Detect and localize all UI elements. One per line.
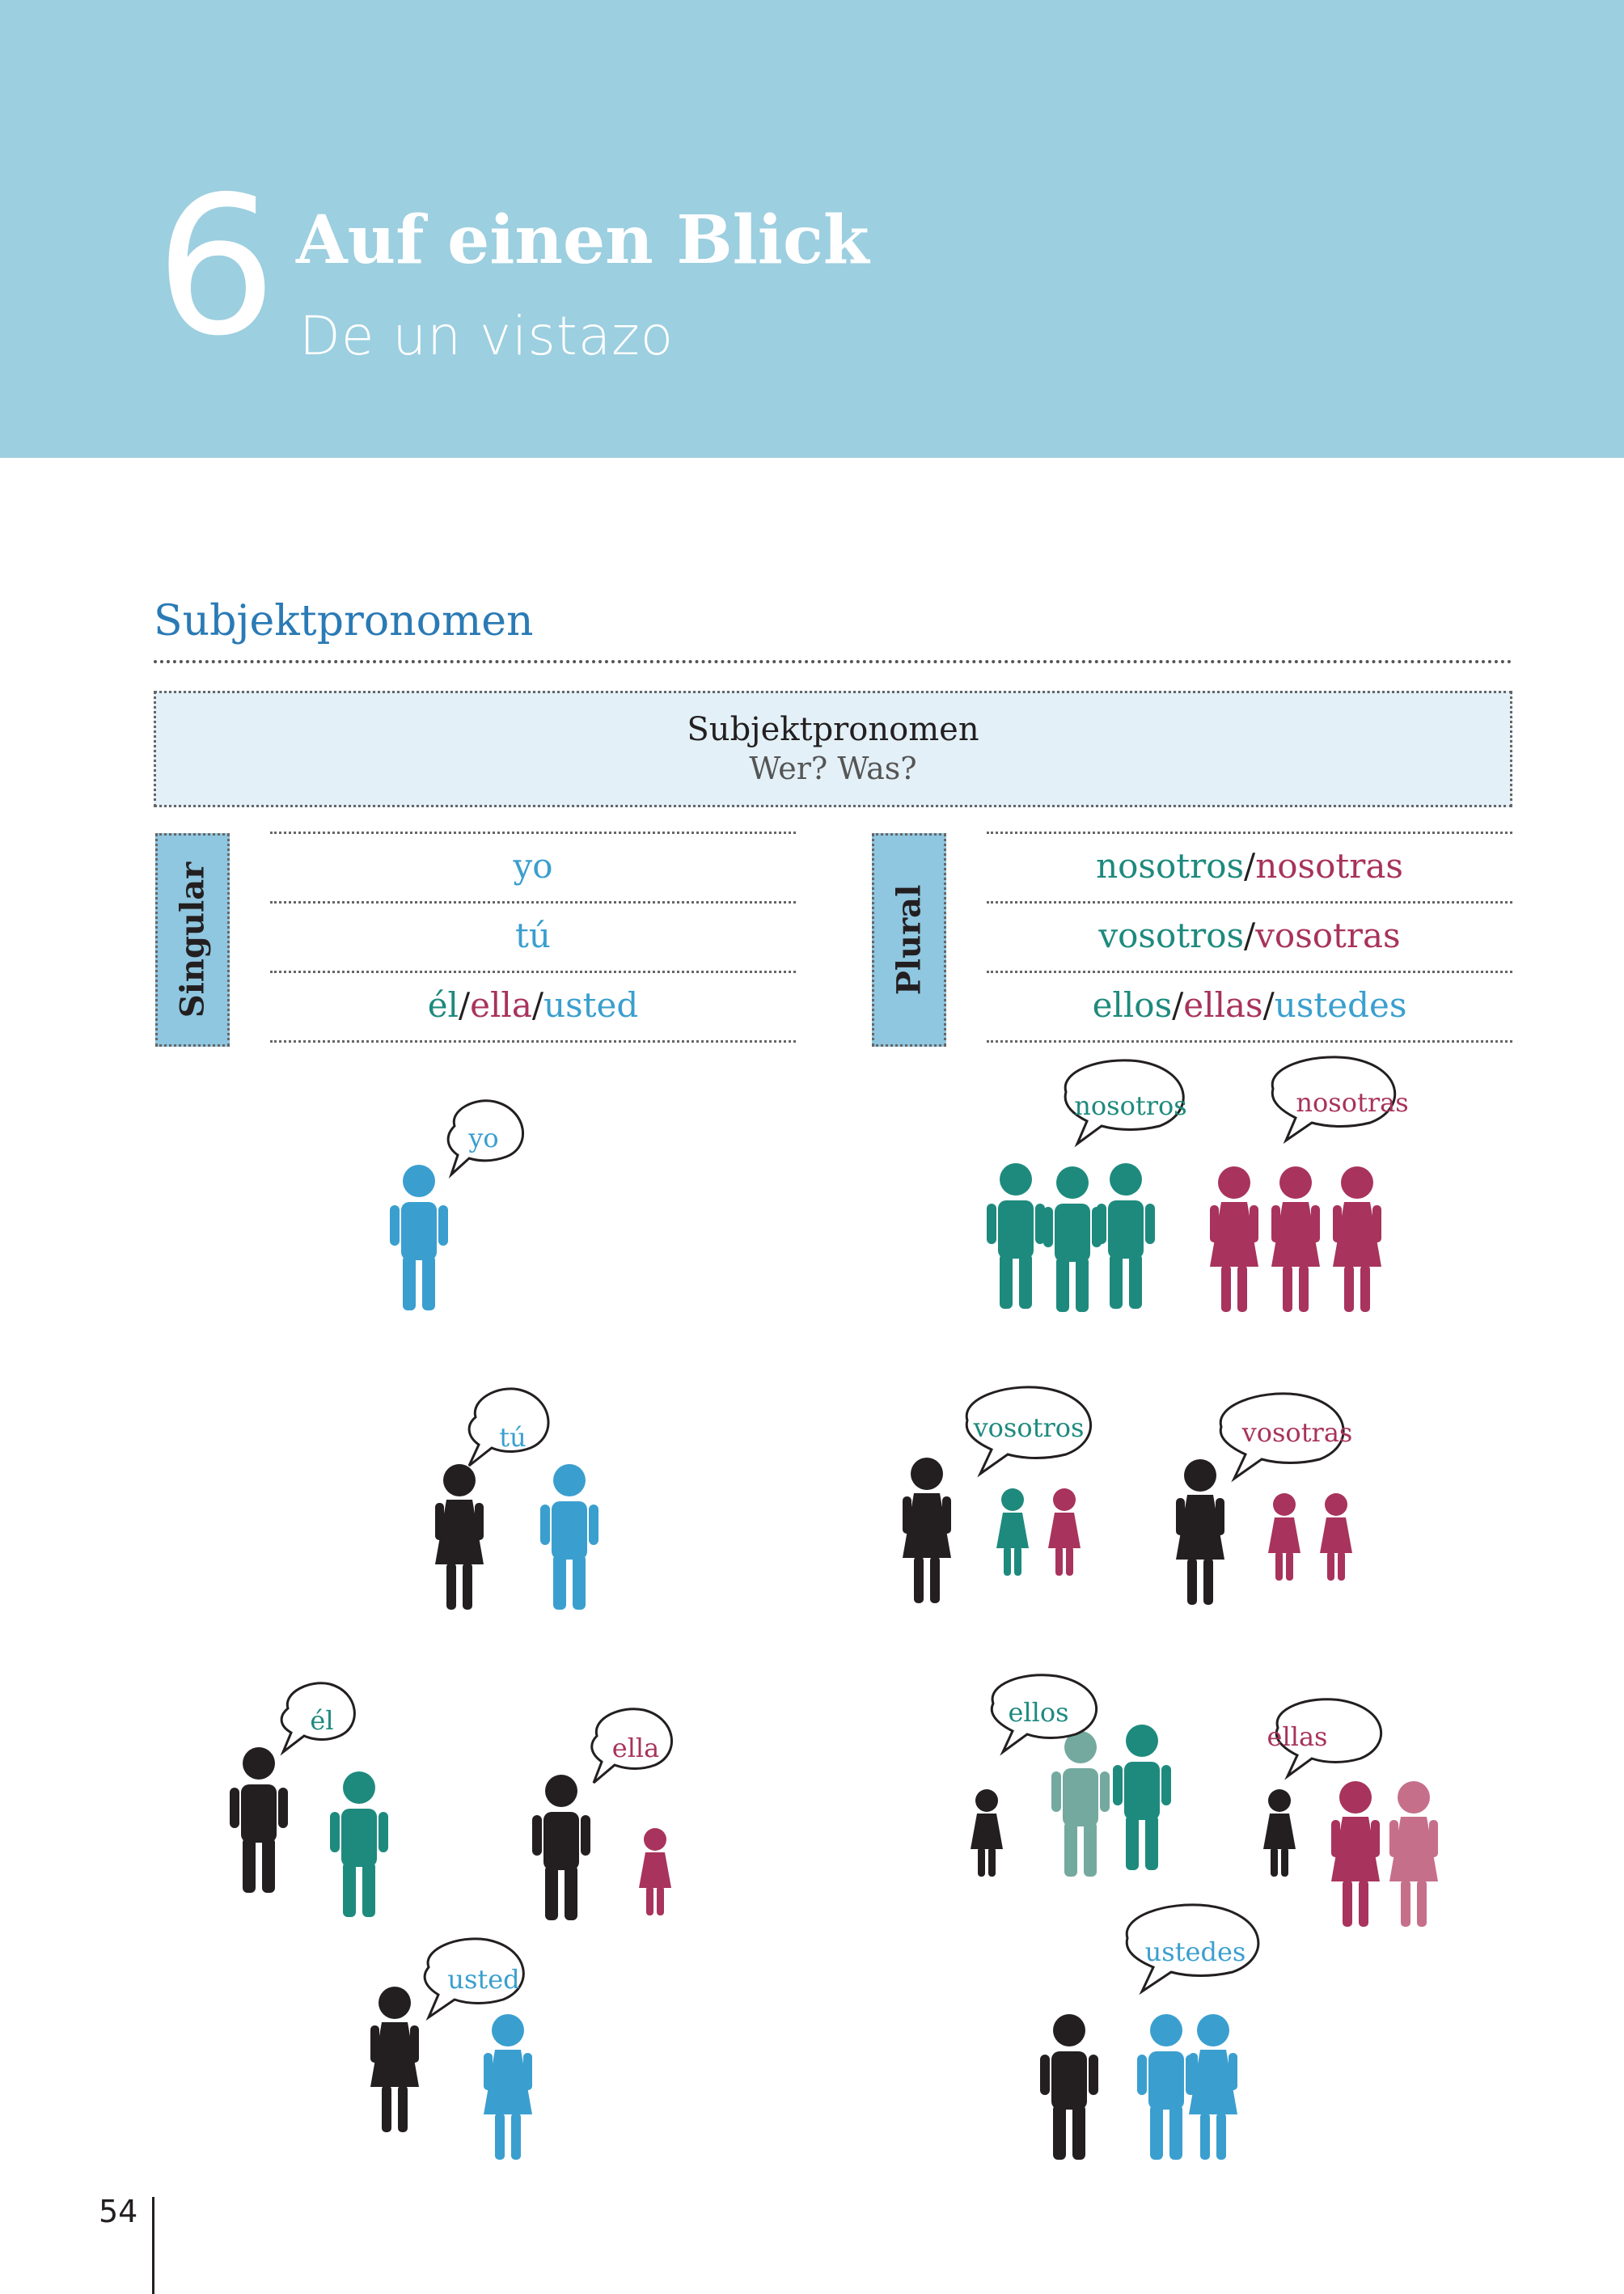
pronoun-separator: / xyxy=(1262,985,1275,1025)
pronoun-separator: / xyxy=(1244,916,1256,955)
ustedes-bubble-text: ustedes xyxy=(1144,1936,1246,1967)
el-bubble-text: él xyxy=(310,1705,334,1736)
ustedes-speaker-figure xyxy=(1040,2014,1098,2160)
nosotras-figure-2 xyxy=(1271,1166,1320,1312)
pronoun-word: vosotros xyxy=(1098,916,1245,955)
yo-bubble-text: yo xyxy=(468,1123,499,1153)
pronoun-word: él xyxy=(427,985,459,1025)
nosotros-figure-1 xyxy=(987,1163,1045,1309)
table-header-subtitle: Wer? Was? xyxy=(749,751,917,786)
pronoun-word: ella xyxy=(470,985,532,1025)
nosotras-figure-1 xyxy=(1210,1166,1258,1312)
pronoun-separator: / xyxy=(531,985,544,1025)
ustedes-illustration xyxy=(1040,1905,1258,2160)
tu-bubble-text: tú xyxy=(499,1422,527,1453)
section-heading: Subjektpronomen xyxy=(154,597,534,645)
ella-bubble-text: ella xyxy=(611,1733,660,1763)
vosotras-child-2 xyxy=(1320,1493,1352,1581)
vosotras-child-1 xyxy=(1268,1493,1300,1581)
chapter-subtitle: De un vistazo xyxy=(299,305,675,367)
pronoun-word: ellos xyxy=(1092,985,1173,1025)
usted-speaker-figure xyxy=(370,1987,419,2132)
nosotras-illustration xyxy=(1210,1057,1409,1312)
vosotros-speaker-figure xyxy=(903,1458,951,1603)
el-listener-figure xyxy=(330,1771,388,1917)
pronoun-word: usted xyxy=(543,985,639,1025)
ellas-figure-1 xyxy=(1331,1781,1380,1927)
vosotros-bubble-text: vosotros xyxy=(973,1412,1085,1443)
nosotras-figure-3 xyxy=(1333,1166,1381,1312)
vosotras-illustration xyxy=(1176,1394,1352,1605)
usted-illustration xyxy=(370,1939,532,2160)
vosotros-child-1 xyxy=(996,1488,1029,1576)
vosotros-child-2 xyxy=(1048,1488,1081,1576)
pronoun-separator: / xyxy=(458,985,471,1025)
ellas-bubble-text: ellas xyxy=(1267,1721,1328,1752)
yo-figure xyxy=(390,1165,448,1310)
pronoun-word: ellas xyxy=(1183,985,1263,1025)
plural-label: Plural xyxy=(890,884,928,996)
usted-listener-figure xyxy=(484,2014,532,2160)
pronoun-word: nosotros xyxy=(1096,846,1245,886)
ustedes-figure-2 xyxy=(1189,2014,1237,2160)
el-speaker-figure xyxy=(230,1747,288,1893)
tu-speaker-figure xyxy=(435,1464,484,1610)
nosotras-bubble-text: nosotras xyxy=(1296,1087,1409,1118)
pronoun-word: nosotras xyxy=(1255,846,1403,886)
vosotras-speaker-figure xyxy=(1176,1459,1224,1605)
tu-listener-figure xyxy=(540,1464,598,1610)
nosotros-figure-3 xyxy=(1097,1163,1155,1309)
table-header-title: Subjektpronomen xyxy=(687,711,979,748)
singular-label: Singular xyxy=(173,861,212,1018)
pronoun-word: yo xyxy=(513,846,553,886)
page-number: 54 xyxy=(99,2194,138,2229)
usted-bubble-text: usted xyxy=(447,1964,520,1995)
page-number-rule xyxy=(152,2197,154,2294)
ella-listener-figure xyxy=(639,1828,671,1915)
vosotras-bubble-text: vosotras xyxy=(1241,1417,1353,1448)
chapter-title: Auf einen Blick xyxy=(296,201,869,279)
nosotros-figure-2 xyxy=(1043,1166,1102,1312)
ellos-figure-1 xyxy=(1051,1731,1110,1877)
yo-illustration xyxy=(390,1101,523,1310)
nosotros-bubble-text: nosotros xyxy=(1074,1090,1187,1121)
ella-speaker-figure xyxy=(532,1775,590,1920)
chapter-number: 6 xyxy=(155,155,277,378)
vosotros-illustration xyxy=(903,1387,1091,1603)
nosotros-illustration xyxy=(987,1060,1187,1312)
pronoun-word: vosotras xyxy=(1255,916,1401,955)
pronoun-word: tú xyxy=(515,916,551,955)
ella-illustration xyxy=(532,1709,672,1920)
tu-illustration xyxy=(435,1389,598,1610)
ellas-speaker-figure xyxy=(1263,1789,1296,1877)
ellas-figure-2 xyxy=(1389,1781,1438,1927)
ellas-illustration xyxy=(1263,1699,1438,1927)
el-illustration xyxy=(230,1683,388,1917)
ellos-speaker-figure xyxy=(971,1789,1003,1877)
ellos-illustration xyxy=(971,1675,1171,1877)
pronoun-separator: / xyxy=(1172,985,1184,1025)
ellos-figure-2 xyxy=(1113,1725,1171,1870)
pronoun-separator: / xyxy=(1244,846,1256,886)
ustedes-figure-1 xyxy=(1137,2014,1195,2160)
pronoun-word: ustedes xyxy=(1274,985,1407,1025)
ellos-bubble-text: ellos xyxy=(1008,1697,1069,1728)
